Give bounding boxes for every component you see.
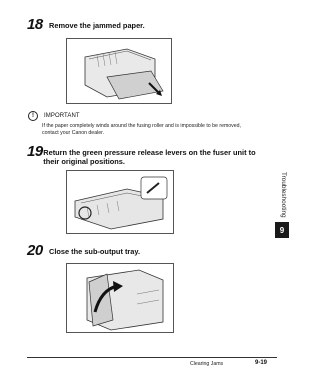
printer-illustration [67,39,171,103]
important-note [28,111,258,137]
step-number: 20 [27,242,43,259]
figure-remove-paper [66,38,172,104]
important-text: If the paper completely winds around the fusing roller and is impossible to be removed, contact your Canon dealer. [42,123,241,136]
step-19 [27,145,262,166]
step-number: 18 [27,16,43,33]
footer-rule [27,357,277,358]
step-title: Remove the jammed paper. [49,21,145,30]
step-title: Return the green pressure release levers on the fuser unit to their original positions. [43,148,256,166]
step-number: 19 [27,143,43,160]
figure-close-tray [66,263,174,333]
fuser-illustration [67,171,173,233]
step-18 [27,18,145,32]
figure-pressure-levers [66,170,174,234]
important-icon: ! [28,111,38,121]
chapter-tab-label: Troubleshooting [280,172,287,218]
step-20 [27,244,140,258]
page-number: 9-19 [255,360,268,366]
chapter-tab-number: 9 [275,222,289,238]
footer-section: Clearing Jams [190,361,224,367]
important-label: IMPORTANT [44,113,80,119]
tray-illustration [67,264,173,332]
step-title: Close the sub-output tray. [49,247,141,256]
